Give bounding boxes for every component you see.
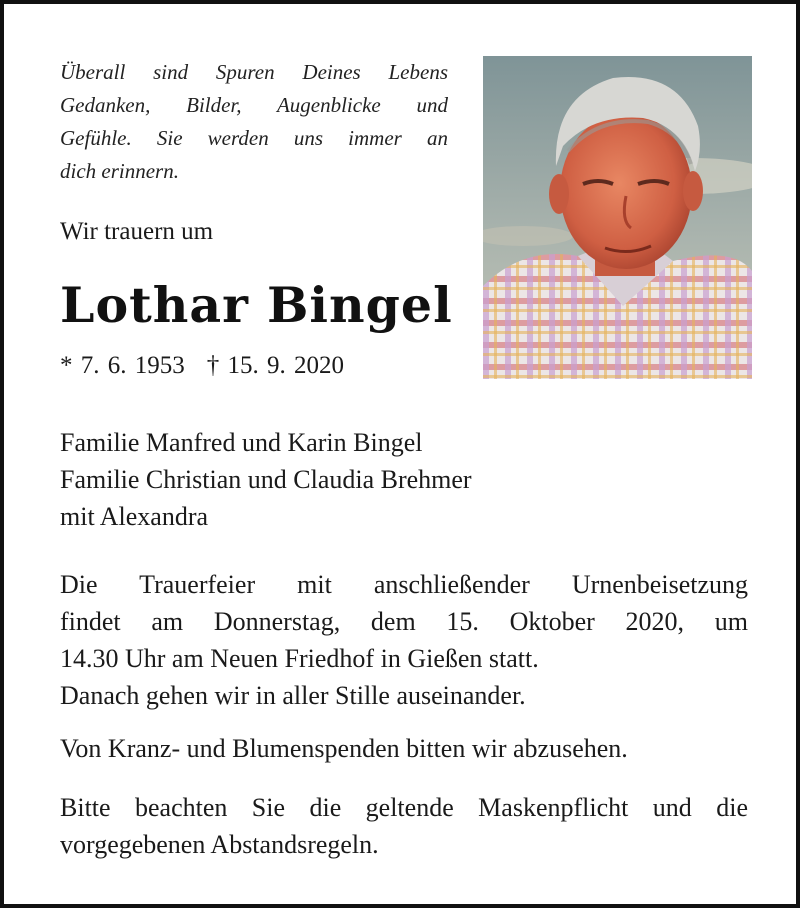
- mourners-list: [60, 424, 750, 535]
- mourner-line: mit Alexandra: [60, 502, 209, 531]
- portrait-image: [483, 56, 752, 379]
- portrait-photo: [483, 56, 752, 379]
- life-dates: [60, 352, 344, 380]
- memorial-quote: [60, 56, 448, 188]
- ceremony-notice: [60, 566, 748, 714]
- mourner-line: Familie Manfred und Karin Bingel: [60, 428, 423, 457]
- flowers-notice: [60, 730, 748, 767]
- mourning-intro: Wir trauern um: [60, 218, 214, 245]
- mask-notice: [60, 789, 748, 863]
- mask-line: vorgegebenen Abstandsregeln.: [60, 830, 379, 859]
- quote-line: dich erinnern.: [60, 159, 179, 183]
- birth-date: * 7. 6. 1953: [60, 352, 185, 379]
- quote-line: Überall sind Spuren Deines Lebens: [60, 60, 448, 84]
- death-date: † 15. 9. 2020: [206, 352, 344, 379]
- deceased-name: Lothar Bingel: [60, 276, 453, 334]
- quote-line: Gedanken, Bilder, Augenblicke und: [60, 93, 448, 117]
- quote-line: Gefühle. Sie werden uns immer an: [60, 126, 448, 150]
- flowers-line: Von Kranz- und Blumenspenden bitten wir abzusehen.: [60, 734, 628, 763]
- ceremony-line: findet am Donnerstag, dem 15. Oktober 2020, um: [60, 607, 748, 636]
- ceremony-line: Die Trauerfeier mit anschließender Urnenbeisetzung: [60, 570, 748, 599]
- mourner-line: Familie Christian und Claudia Brehmer: [60, 465, 472, 494]
- mask-line: Bitte beachten Sie die geltende Maskenpflicht und die: [60, 793, 748, 822]
- ceremony-line: 14.30 Uhr am Neuen Friedhof in Gießen statt.: [60, 644, 539, 673]
- ceremony-line: Danach gehen wir in aller Stille auseinander.: [60, 681, 526, 710]
